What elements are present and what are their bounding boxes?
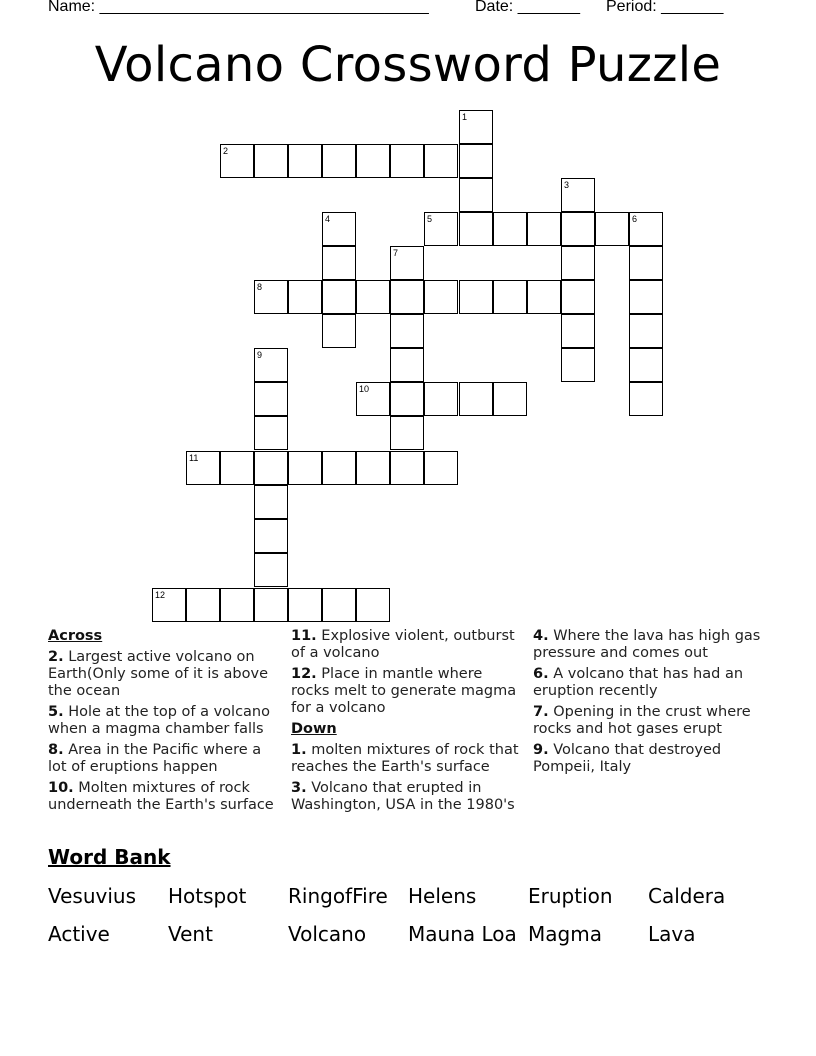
- crossword-cell[interactable]: [322, 314, 356, 348]
- clue-across-10: 10. Molten mixtures of rock underneath the Earth's surface: [48, 780, 274, 813]
- crossword-cell[interactable]: [459, 280, 493, 314]
- crossword-cell[interactable]: [254, 382, 288, 416]
- across-heading: Across: [48, 628, 103, 644]
- clue-number: 6: [632, 214, 638, 224]
- clue-across-5: 5. Hole at the top of a volcano when a magma chamber falls: [48, 704, 270, 737]
- crossword-cell[interactable]: [459, 382, 493, 416]
- crossword-cell[interactable]: [390, 416, 424, 450]
- crossword-cell[interactable]: [629, 382, 663, 416]
- crossword-cell[interactable]: [424, 382, 458, 416]
- crossword-cell[interactable]: [527, 212, 561, 246]
- word-bank-title: Word Bank: [48, 845, 171, 869]
- crossword-cell[interactable]: [356, 451, 390, 485]
- crossword-cell[interactable]: [493, 280, 527, 314]
- crossword-cell[interactable]: [629, 348, 663, 382]
- crossword-cell[interactable]: [629, 246, 663, 280]
- crossword-cell[interactable]: [561, 178, 595, 212]
- clue-number: 4: [325, 214, 331, 224]
- crossword-cell[interactable]: [561, 314, 595, 348]
- crossword-cell[interactable]: [561, 348, 595, 382]
- clue-across-8: 8. Area in the Pacific where a lot of eruptions happen: [48, 742, 262, 775]
- crossword-cell[interactable]: [254, 451, 288, 485]
- clue-number: 5: [427, 214, 433, 224]
- word-bank-item: Volcano: [288, 922, 367, 946]
- crossword-cell[interactable]: [629, 212, 663, 246]
- date-field-label: Date: _______: [475, 0, 580, 15]
- crossword-cell[interactable]: [254, 519, 288, 553]
- crossword-cell[interactable]: [186, 451, 220, 485]
- crossword-cell[interactable]: [390, 314, 424, 348]
- crossword-cell[interactable]: [390, 280, 424, 314]
- crossword-cell[interactable]: [288, 451, 322, 485]
- word-bank-item: Vesuvius: [48, 884, 137, 908]
- name-field-label: Name: _____________________________________: [48, 0, 429, 15]
- crossword-cell[interactable]: [254, 485, 288, 519]
- crossword-cell[interactable]: [288, 588, 322, 622]
- crossword-cell[interactable]: [595, 212, 629, 246]
- clue-down-4: 4. Where the lava has high gas pressure and comes out: [533, 628, 761, 661]
- crossword-cell[interactable]: [322, 451, 356, 485]
- clue-number: 9: [257, 350, 263, 360]
- crossword-cell[interactable]: [356, 144, 390, 178]
- clue-down-3: 3. Volcano that erupted in Washington, USA in the 1980's: [291, 780, 515, 813]
- down-heading: Down: [291, 721, 337, 737]
- crossword-cell[interactable]: [561, 246, 595, 280]
- word-bank-item: Mauna Loa: [408, 922, 517, 946]
- word-bank-item: Helens: [408, 884, 477, 908]
- clue-down-9: 9. Volcano that destroyed Pompeii, Italy: [533, 742, 722, 775]
- period-field-label: Period: _______: [606, 0, 724, 15]
- crossword-cell[interactable]: [629, 280, 663, 314]
- clue-down-7: 7. Opening in the crust where rocks and hot gases erupt: [533, 704, 751, 737]
- crossword-cell[interactable]: [459, 212, 493, 246]
- crossword-cell[interactable]: [220, 144, 254, 178]
- crossword-cell[interactable]: [322, 212, 356, 246]
- crossword-cell[interactable]: [220, 451, 254, 485]
- crossword-cell[interactable]: [356, 280, 390, 314]
- word-bank-item: Vent: [168, 922, 213, 946]
- crossword-cell[interactable]: [356, 588, 390, 622]
- word-bank-item: RingofFire: [288, 884, 388, 908]
- crossword-cell[interactable]: [254, 416, 288, 450]
- word-bank-item: Lava: [648, 922, 696, 946]
- clues-column-3: [533, 628, 765, 780]
- crossword-cell[interactable]: [493, 382, 527, 416]
- crossword-cell[interactable]: [152, 588, 186, 622]
- clue-number: 8: [257, 282, 263, 292]
- clues-column-2: [291, 628, 523, 818]
- clue-across-2: 2. Largest active volcano on Earth(Only some of it is above the ocean: [48, 649, 269, 699]
- crossword-cell[interactable]: [424, 212, 458, 246]
- crossword-cell[interactable]: [561, 280, 595, 314]
- clue-across-12: 12. Place in mantle where rocks melt to generate magma for a volcano: [291, 666, 517, 716]
- crossword-cell[interactable]: [322, 246, 356, 280]
- word-bank-item: Hotspot: [168, 884, 247, 908]
- crossword-cell[interactable]: [254, 144, 288, 178]
- word-bank-item: Eruption: [528, 884, 613, 908]
- crossword-cell[interactable]: [322, 280, 356, 314]
- crossword-cell[interactable]: [322, 144, 356, 178]
- word-bank-item: Caldera: [648, 884, 726, 908]
- crossword-cell[interactable]: [424, 451, 458, 485]
- crossword-cell[interactable]: [254, 348, 288, 382]
- page-title: Volcano Crossword Puzzle: [94, 37, 722, 93]
- clue-across-11: 11. Explosive violent, outburst of a volcano: [291, 628, 515, 661]
- crossword-cell[interactable]: [629, 314, 663, 348]
- crossword-cell[interactable]: [424, 144, 458, 178]
- clue-number: 3: [564, 180, 570, 190]
- crossword-cell[interactable]: [288, 144, 322, 178]
- crossword-cell[interactable]: [459, 178, 493, 212]
- word-bank-item: Magma: [528, 922, 602, 946]
- crossword-cell[interactable]: [254, 553, 288, 587]
- crossword-cell[interactable]: [390, 246, 424, 280]
- clue-number: 1: [462, 112, 468, 122]
- crossword-cell[interactable]: [254, 280, 288, 314]
- crossword-cell[interactable]: [459, 110, 493, 144]
- crossword-cell[interactable]: [390, 382, 424, 416]
- crossword-cell[interactable]: [356, 382, 390, 416]
- crossword-cell[interactable]: [288, 280, 322, 314]
- clue-number: 11: [189, 453, 199, 463]
- crossword-cell[interactable]: [459, 144, 493, 178]
- clue-number: 10: [359, 384, 370, 394]
- clue-down-6: 6. A volcano that has had an eruption recently: [533, 666, 744, 699]
- crossword-cell[interactable]: [254, 588, 288, 622]
- crossword-cell[interactable]: [186, 588, 220, 622]
- clues-column-1: [48, 628, 280, 818]
- clue-number: 7: [393, 248, 399, 258]
- crossword-cell[interactable]: [390, 348, 424, 382]
- crossword-cell[interactable]: [424, 280, 458, 314]
- clue-down-1: 1. molten mixtures of rock that reaches the Earth's surface: [291, 742, 519, 775]
- word-bank-item: Active: [48, 922, 110, 946]
- crossword-cell[interactable]: [527, 280, 561, 314]
- crossword-cell[interactable]: [322, 588, 356, 622]
- crossword-cell[interactable]: [390, 451, 424, 485]
- clue-number: 12: [155, 590, 166, 600]
- crossword-cell[interactable]: [493, 212, 527, 246]
- clue-number: 2: [223, 146, 229, 156]
- crossword-cell[interactable]: [390, 144, 424, 178]
- crossword-cell[interactable]: [220, 588, 254, 622]
- crossword-cell[interactable]: [561, 212, 595, 246]
